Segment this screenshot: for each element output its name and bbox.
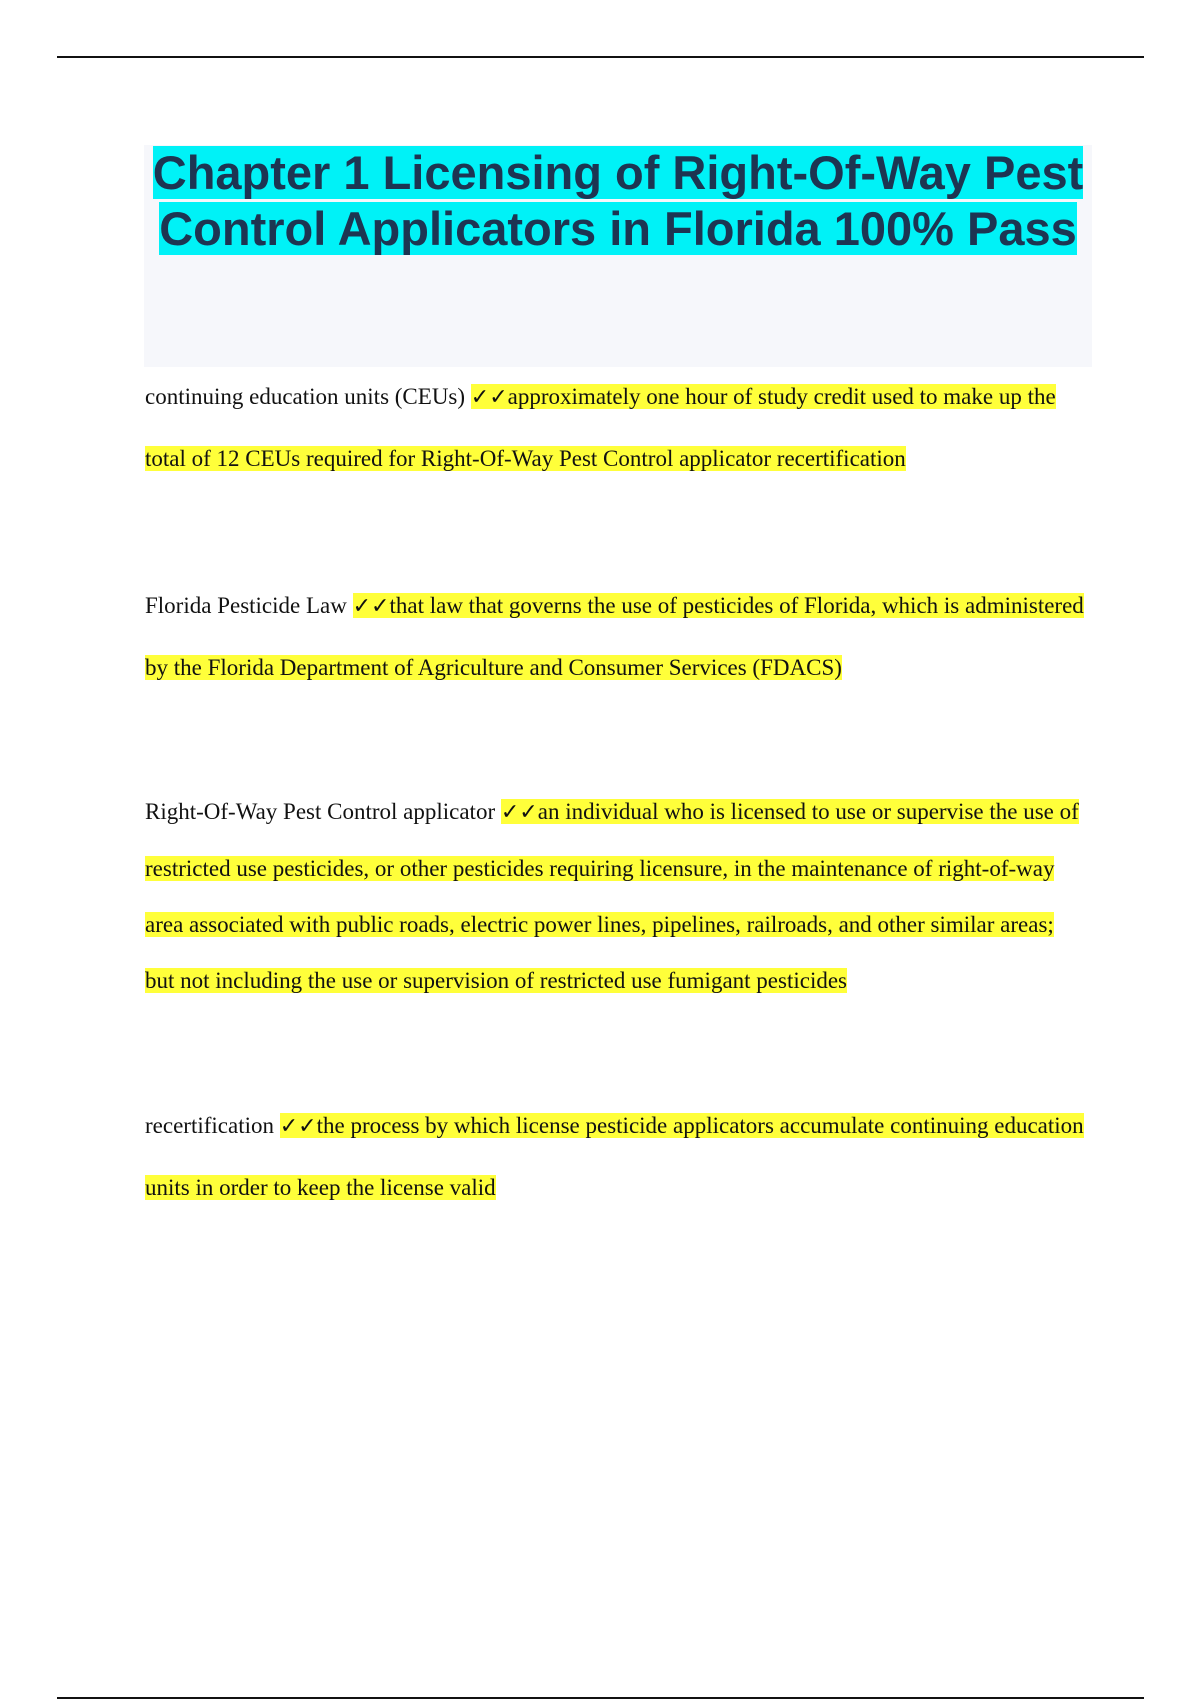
check-icon: ✓✓ (470, 385, 508, 410)
entry-definition: the process by which license pesticide applicators accumulate continuing education units in order to keep the license valid (145, 1113, 1084, 1200)
entry-term: Right-Of-Way Pest Control applicator (145, 799, 496, 824)
title-block (144, 145, 1092, 367)
entry-definition: that law that governs the use of pesticides of Florida, which is administered by the Florida Department of Agriculture and Consumer Services (FDACS) (145, 593, 1084, 680)
glossary-entry (145, 1095, 1085, 1218)
entry-term: continuing education units (CEUs) (145, 384, 466, 409)
bottom-rule (57, 1697, 1144, 1699)
glossary-entry (145, 784, 1085, 1009)
top-rule (57, 56, 1144, 58)
entry-definition: approximately one hour of study credit used to make up the total of 12 CEUs required for Right-Of-Way Pest Control applicator recertification (145, 384, 1056, 471)
glossary-entry (145, 366, 1085, 489)
check-icon: ✓✓ (500, 800, 538, 825)
document-title: Chapter 1 Licensing of Right-Of-Way Pest Control Applicators in Florida 100% Pass (152, 146, 1084, 255)
entry-term: recertification (145, 1113, 274, 1138)
check-icon: ✓✓ (279, 1114, 317, 1139)
entry-definition: an individual who is licensed to use or supervise the use of restricted use pesticides, or other pesticides requiring licensure, in the maintenance of right-of-way area associated with public roads, electric power lines, pipelines, railroads, and other similar areas; but not including the use or supervision of restricted use fumigant pesticides (145, 799, 1079, 993)
glossary-entry (145, 575, 1085, 698)
check-icon: ✓✓ (352, 594, 390, 619)
entry-term: Florida Pesticide Law (145, 593, 347, 618)
glossary-content (145, 366, 1085, 1218)
